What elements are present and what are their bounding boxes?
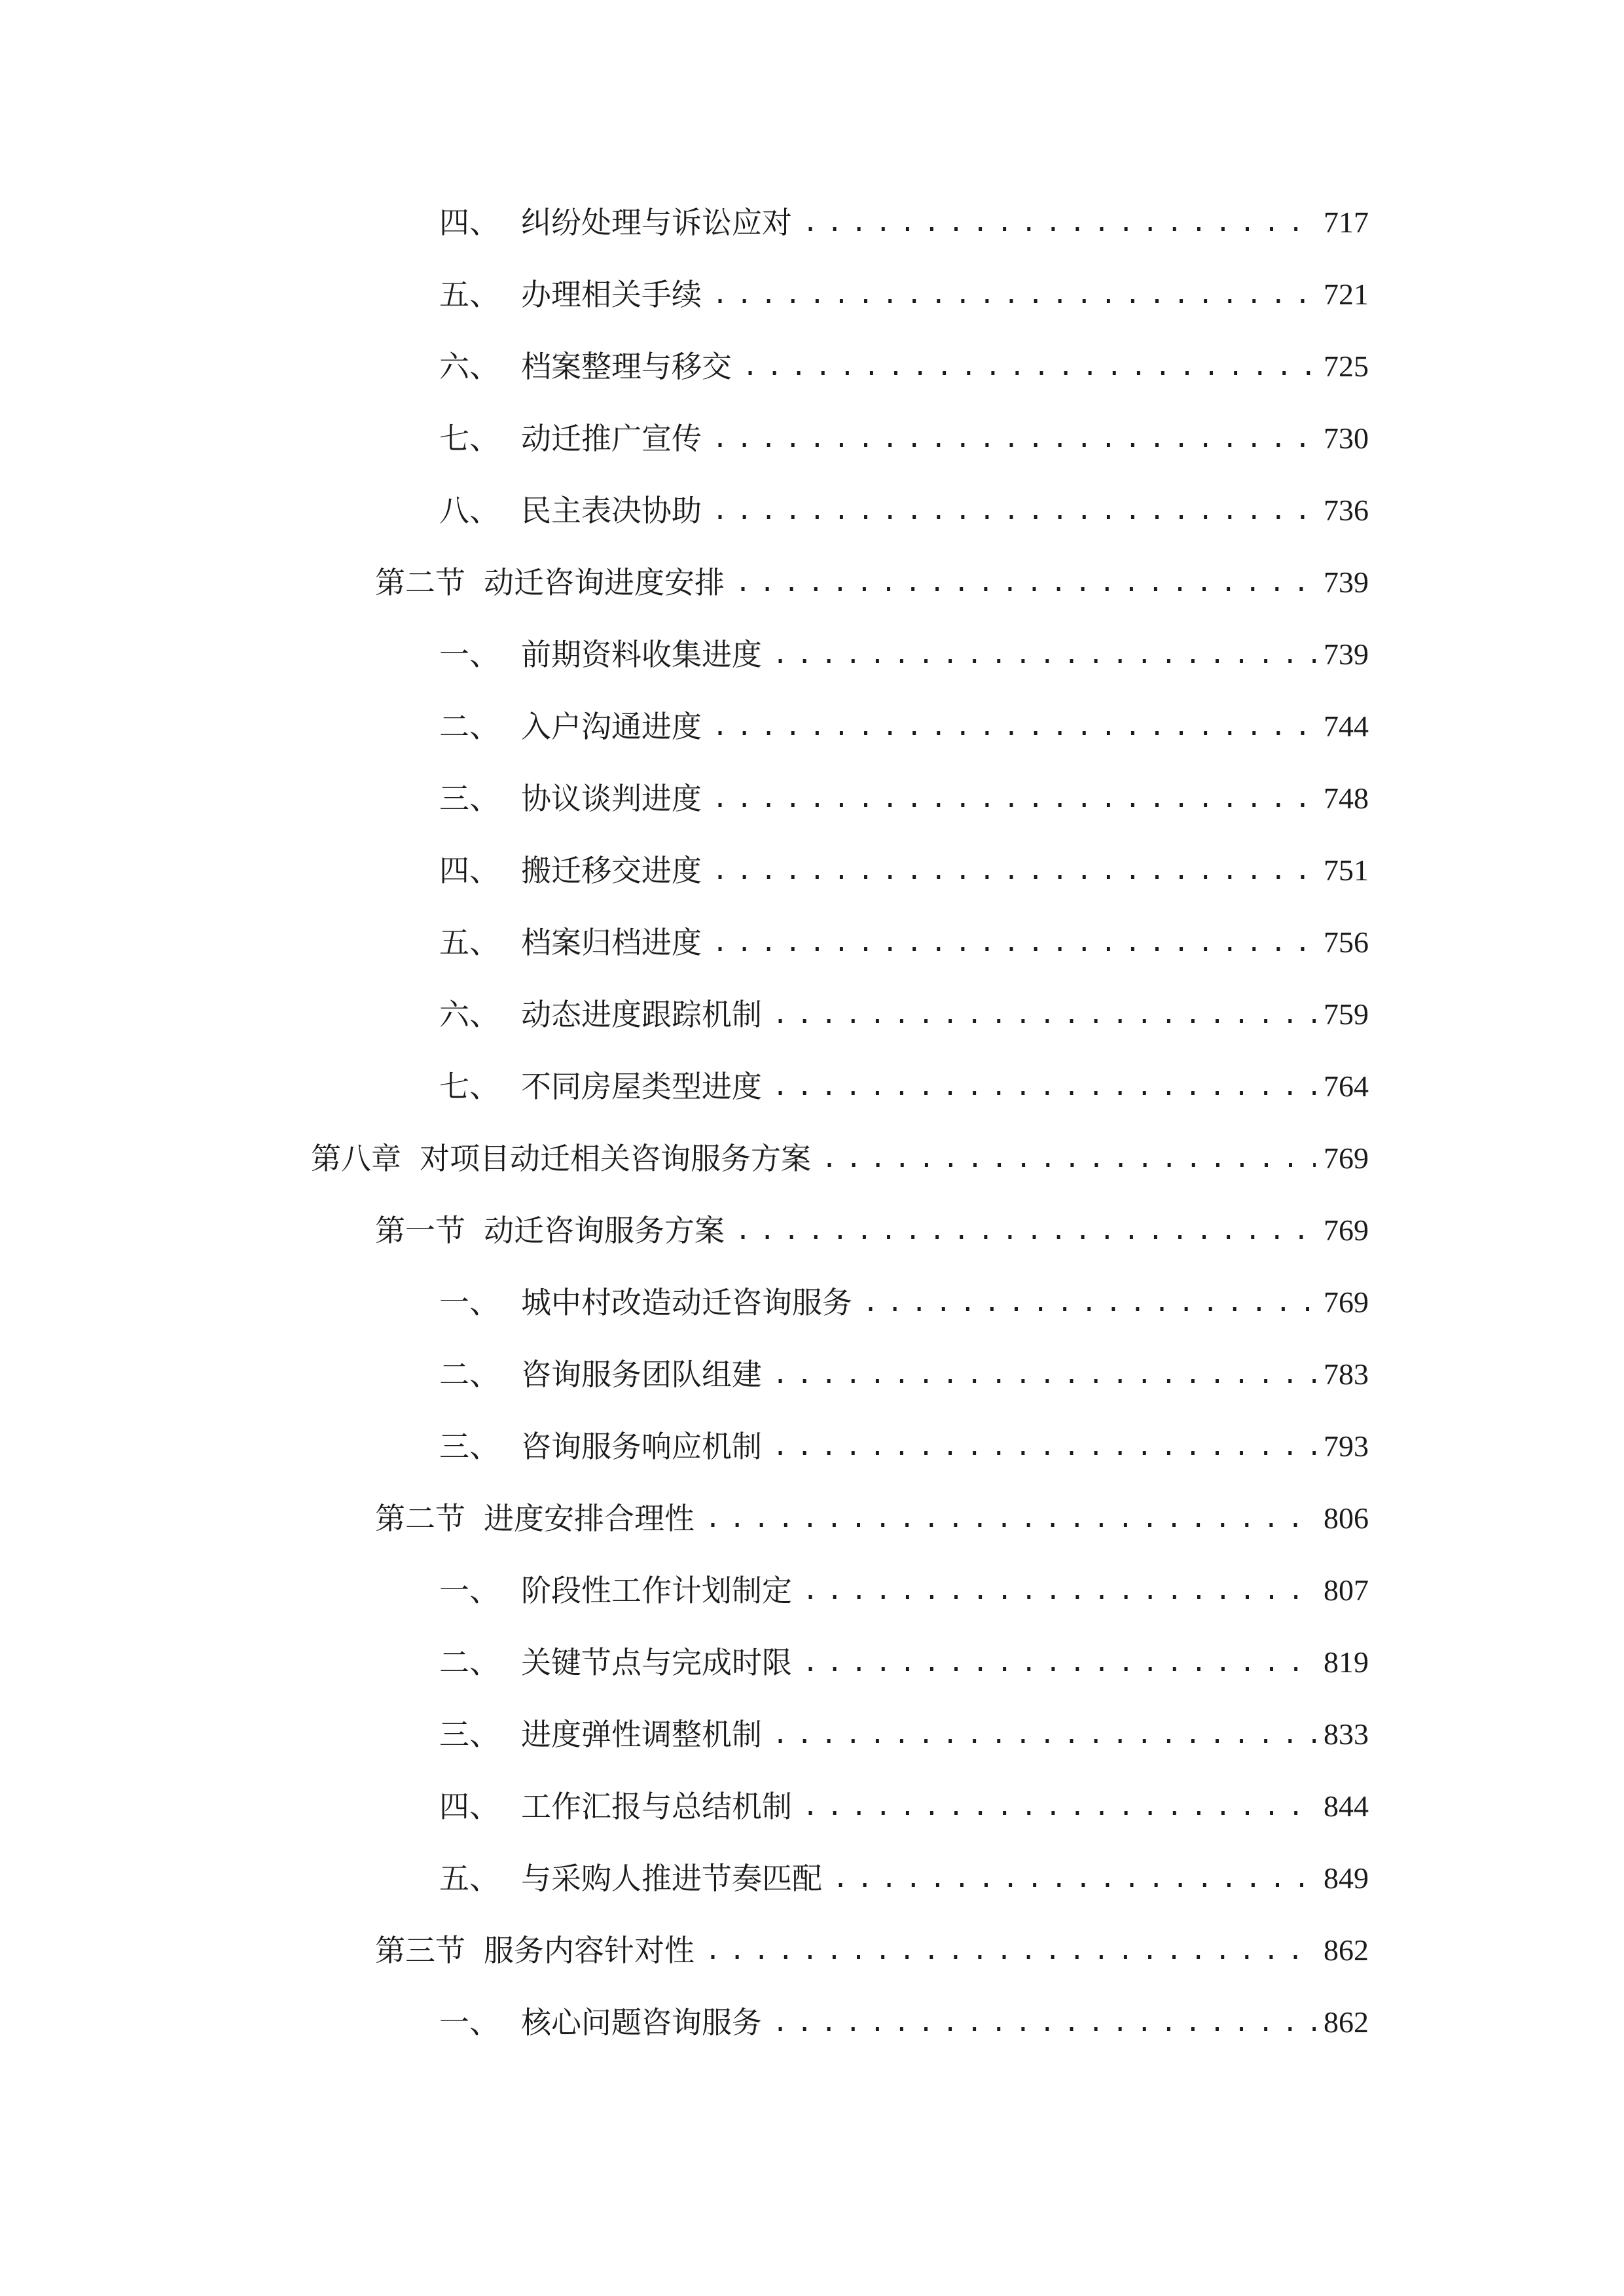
toc-entry-title: 工作汇报与总结机制 [521, 1789, 792, 1824]
toc-entry-page: 833 [1324, 1717, 1369, 1751]
toc-entry-number: 一、 [439, 2005, 499, 2040]
toc-entry-title: 动迁推广宣传 [521, 421, 702, 456]
toc-entry[interactable] [439, 1424, 1369, 1469]
toc-entry-title: 民主表决协助 [521, 493, 702, 528]
toc-entry[interactable] [439, 1568, 1369, 1613]
toc-entry-page: 807 [1324, 1573, 1369, 1607]
toc-dot-leader [803, 1568, 1316, 1613]
toc-dot-leader [772, 1424, 1316, 1469]
toc-entry-page: 744 [1324, 709, 1369, 743]
toc-entry-title: 与采购人推进节奏匹配 [521, 1861, 822, 1896]
toc-entry[interactable] [439, 632, 1369, 677]
toc-entry-title: 城中村改造动迁咨询服务 [521, 1285, 852, 1320]
toc-entry-number: 四、 [439, 1789, 499, 1824]
toc-entry-title: 协议谈判进度 [521, 781, 702, 816]
toc-dot-leader [712, 704, 1316, 749]
toc-entry[interactable] [439, 920, 1369, 965]
toc-entry[interactable] [439, 992, 1369, 1037]
toc-dot-leader [712, 920, 1316, 965]
toc-entry-number: 七、 [439, 1069, 499, 1104]
toc-entry-title: 对项目动迁相关咨询服务方案 [420, 1141, 811, 1176]
toc-dot-leader [705, 1928, 1316, 1973]
toc-entry[interactable] [439, 1856, 1369, 1901]
toc-entry[interactable] [375, 1496, 1369, 1541]
toc-dot-leader [772, 2000, 1316, 2045]
toc-dot-leader [742, 344, 1316, 389]
toc-entry[interactable] [439, 2000, 1369, 2045]
toc-entry[interactable] [439, 1640, 1369, 1685]
toc-dot-leader [712, 488, 1316, 533]
toc-entry[interactable] [439, 1064, 1369, 1109]
toc-entry-number: 一、 [439, 1285, 499, 1320]
toc-entry-number: 六、 [439, 349, 499, 384]
toc-entry-title: 核心问题咨询服务 [521, 2005, 762, 2040]
toc-entry-page: 819 [1324, 1645, 1369, 1679]
toc-dot-leader [772, 1064, 1316, 1109]
toc-entry-page: 717 [1324, 206, 1369, 239]
toc-dot-leader [735, 560, 1316, 605]
toc-dot-leader [833, 1856, 1316, 1901]
toc-entry[interactable] [439, 344, 1369, 389]
toc-entry-page: 751 [1324, 853, 1369, 887]
toc-entry-number: 第三节 [375, 1933, 465, 1968]
toc-entry-title: 动迁咨询进度安排 [484, 565, 725, 600]
toc-entry-page: 748 [1324, 781, 1369, 815]
toc-entry[interactable] [311, 1136, 1369, 1181]
toc-entry-page: 783 [1324, 1357, 1369, 1391]
toc-entry[interactable] [439, 1712, 1369, 1757]
toc-entry-number: 六、 [439, 997, 499, 1032]
toc-entry-number: 第一节 [375, 1213, 465, 1248]
toc-entry-title: 档案整理与移交 [521, 349, 732, 384]
toc-entry[interactable] [439, 704, 1369, 749]
toc-entry-title: 阶段性工作计划制定 [521, 1573, 792, 1608]
toc-entry-title: 动迁咨询服务方案 [484, 1213, 725, 1248]
toc-entry-number: 第二节 [375, 1501, 465, 1536]
toc-entry-number: 四、 [439, 853, 499, 888]
toc-entry-number: 八、 [439, 493, 499, 528]
toc-dot-leader [803, 1640, 1316, 1685]
toc-entry-page: 764 [1324, 1069, 1369, 1103]
toc-entry[interactable] [439, 1280, 1369, 1325]
toc-dot-leader [772, 1352, 1316, 1397]
toc-entry-page: 862 [1324, 1933, 1369, 1967]
toc-entry-number: 二、 [439, 1357, 499, 1392]
toc-dot-leader [735, 1208, 1316, 1253]
toc-dot-leader [821, 1136, 1316, 1181]
toc-entry-page: 730 [1324, 422, 1369, 455]
toc-entry-title: 进度安排合理性 [484, 1501, 695, 1536]
toc-entry[interactable] [439, 272, 1369, 317]
toc-entry-page: 769 [1324, 1213, 1369, 1247]
toc-entry-page: 862 [1324, 2005, 1369, 2039]
toc-entry[interactable] [439, 200, 1369, 245]
toc-entry-number: 三、 [439, 781, 499, 816]
toc-entry-title: 纠纷处理与诉讼应对 [521, 205, 792, 240]
toc-entry-page: 721 [1324, 278, 1369, 311]
toc-entry-title: 动态进度跟踪机制 [521, 997, 762, 1032]
toc-dot-leader [712, 272, 1316, 317]
toc-entry-page: 739 [1324, 565, 1369, 599]
toc-entry[interactable] [439, 416, 1369, 461]
toc-entry-page: 739 [1324, 637, 1369, 671]
toc-entry[interactable] [375, 560, 1369, 605]
toc-entry-number: 一、 [439, 637, 499, 672]
toc-dot-leader [863, 1280, 1316, 1325]
toc-entry-title: 入户沟通进度 [521, 709, 702, 744]
toc-entry-page: 769 [1324, 1141, 1369, 1175]
toc-entry[interactable] [439, 488, 1369, 533]
toc-entry-page: 849 [1324, 1861, 1369, 1895]
toc-entry[interactable] [375, 1928, 1369, 1973]
toc-entry-title: 咨询服务团队组建 [521, 1357, 762, 1392]
toc-entry-page: 759 [1324, 997, 1369, 1031]
toc-entry-number: 五、 [439, 925, 499, 960]
toc-entry[interactable] [439, 776, 1369, 821]
toc-entry-page: 736 [1324, 493, 1369, 527]
toc-entry-number: 三、 [439, 1717, 499, 1752]
toc-entry-number: 四、 [439, 205, 499, 240]
toc-entry[interactable] [439, 1352, 1369, 1397]
toc-entry-number: 第八章 [311, 1141, 401, 1176]
toc-dot-leader [772, 992, 1316, 1037]
toc-entry-number: 五、 [439, 1861, 499, 1896]
toc-dot-leader [712, 776, 1316, 821]
toc-entry-title: 档案归档进度 [521, 925, 702, 960]
toc-dot-leader [705, 1496, 1316, 1541]
toc-entry-page: 769 [1324, 1285, 1369, 1319]
toc-entry-number: 一、 [439, 1573, 499, 1608]
toc-entry[interactable] [375, 1208, 1369, 1253]
toc-dot-leader [803, 1784, 1316, 1829]
toc-entry[interactable] [439, 848, 1369, 893]
toc-entry-number: 五、 [439, 277, 499, 312]
toc-entry-title: 关键节点与完成时限 [521, 1645, 792, 1680]
toc-entry-number: 二、 [439, 1645, 499, 1680]
toc-entry-number: 七、 [439, 421, 499, 456]
toc-entry-page: 793 [1324, 1429, 1369, 1463]
toc-entry-number: 二、 [439, 709, 499, 744]
toc-dot-leader [712, 848, 1316, 893]
toc-dot-leader [772, 1712, 1316, 1757]
toc-entry-title: 咨询服务响应机制 [521, 1429, 762, 1464]
toc-entry-title: 前期资料收集进度 [521, 637, 762, 672]
toc-entry-page: 806 [1324, 1501, 1369, 1535]
toc-entry-number: 第二节 [375, 565, 465, 600]
toc-entry-number: 三、 [439, 1429, 499, 1464]
toc-dot-leader [803, 200, 1316, 245]
toc-entry[interactable] [439, 1784, 1369, 1829]
toc-entry-page: 725 [1324, 350, 1369, 383]
toc-entry-title: 进度弹性调整机制 [521, 1717, 762, 1752]
toc-entry-title: 服务内容针对性 [484, 1933, 695, 1968]
toc-entry-title: 不同房屋类型进度 [521, 1069, 762, 1104]
toc-dot-leader [712, 416, 1316, 461]
toc-entry-title: 搬迁移交进度 [521, 853, 702, 888]
toc-entry-page: 844 [1324, 1789, 1369, 1823]
toc-entry-page: 756 [1324, 925, 1369, 959]
toc-entry-title: 办理相关手续 [521, 277, 702, 312]
toc-dot-leader [772, 632, 1316, 677]
